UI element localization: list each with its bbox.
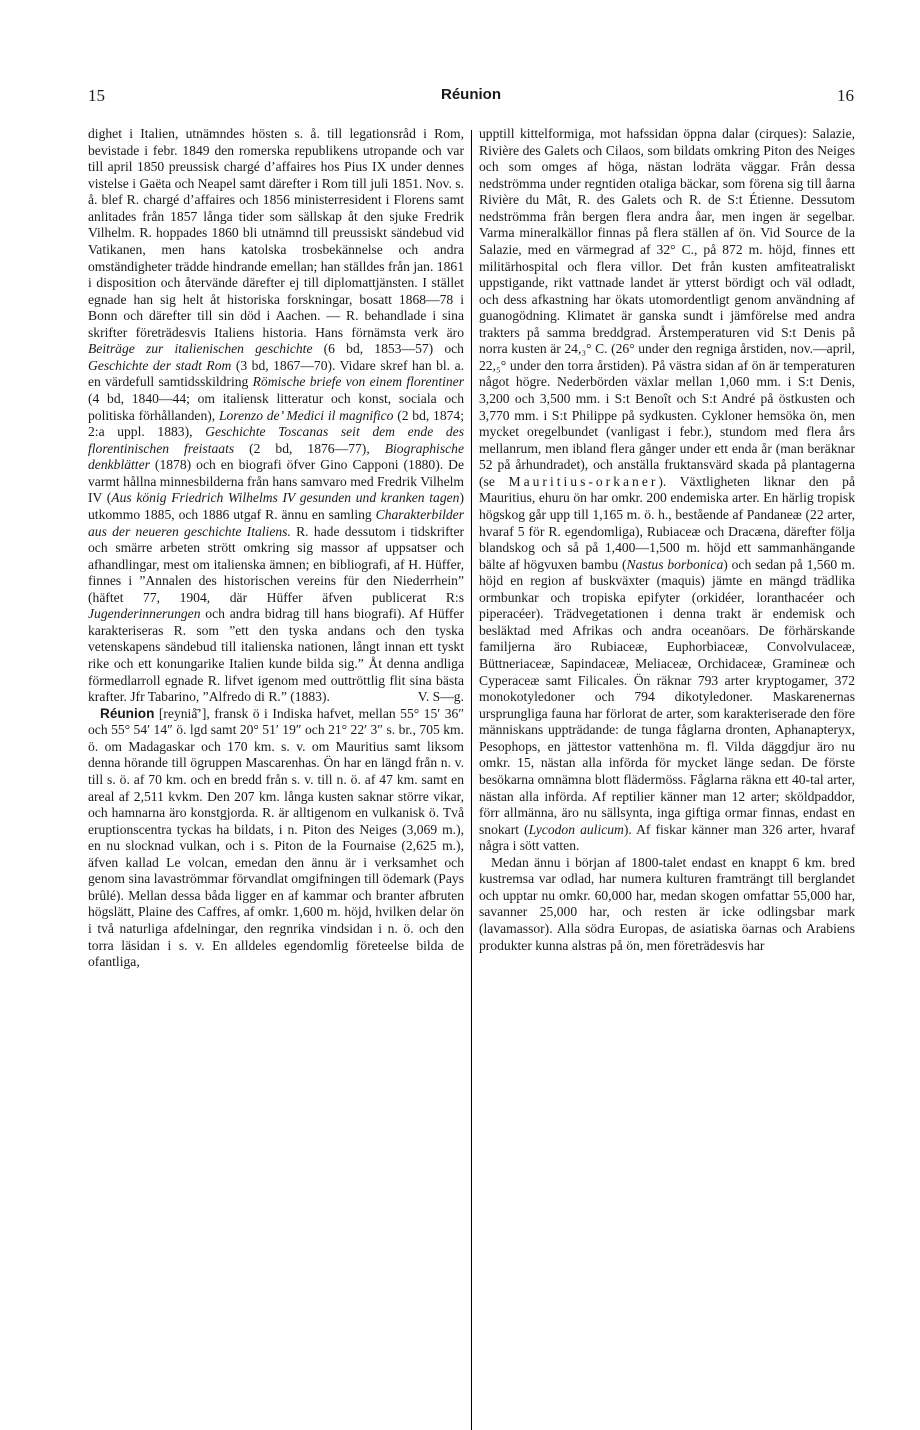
work-title: Biographische denkblätter <box>88 440 464 473</box>
text-run: (4 bd, 1840—44; om italiensk litteratur och konst, sociala och politiska förhållanden), <box>88 391 464 423</box>
running-title: Réunion <box>441 86 501 103</box>
page-number-right: 16 <box>837 86 854 105</box>
work-title: Aus könig Friedrich Wilhelms IV gesunden und kranken tagen <box>111 490 460 506</box>
text-run: ) och sedan på 1,560 m. höjd en region af buskväxter (maquis) jämte en mängd trädlika ormbunkar och tropiska epifyter (orkidéer, loranthacéer och piperacéer). Trädvegetationen i denna trakt är endemisk och besläktad med Afrikas och andra oceanöars. De förhärskande familjerna äro Rubiaceæ, Euphorbiaceæ, Convolvulaceæ, Büttneriaceæ, Sapindaceæ, Meliaceæ, Orchidaceæ, Gramineæ och Cyperaceæ samt Filicales. Ön räknar 793 arter kryptogamer, 372 monokotyledoner och 794 dikotyledoner. Maskarenernas ursprungliga fauna har förlorat de arter, som karakteriserade den före människans uppträdande: de tunga fåglarna dronten, Aphanapteryx, Pesophops, en jättestor vattenhöna m. fl. Vilda däggdjur äro nu omkr. 15, nästan alla införda för mycket länge sedan. De förste besökarna omnämna blott flädermöss. Fåglarna räkna ett 40-tal arter, nästan alla införda. Af reptilier känner man 12 arter; sköldpaddor, förr allmänna, äro nu sällsynta, inga giftiga ormar finnas, endast en snokart ( <box>479 556 855 837</box>
paragraph <box>479 855 855 954</box>
work-title: Römische briefe von einem florentiner <box>252 374 464 390</box>
reunion-entry-continuation <box>479 126 855 855</box>
author-signature: V. S—g. <box>417 689 464 705</box>
work-title: Beiträge zur italienischen geschichte <box>88 341 313 357</box>
entry-headword: Réunion <box>100 705 155 721</box>
work-title: Lorenzo de’ Medici il magnifico <box>218 407 394 423</box>
text-run: Medan ännu i början af 1800-talet endast en knappt 6 km. bred kustremsa var odlad, har numera kulturen framträngt till berglandet och upptar nu omkr. 60,000 har, medan skogen omfattar 55,000 har, savanner 25,000 har, och resten är icke odlingsbar mark (lavamassor). Alla södra Europas, de asiatiska öarnas och Arabiens produkter kunna alstras på ön, men företrädesvis har <box>479 854 855 953</box>
text-run: (2 bd, 1876—77), <box>234 440 385 456</box>
species-name: Nastus borbonica <box>626 556 724 572</box>
page-header <box>88 86 854 108</box>
work-title: Charakterbilder aus der neueren geschichte Italiens. <box>88 506 464 539</box>
work-title: Geschichte Toscanas seit dem ende des florentinischen freistaats <box>88 424 464 456</box>
right-column <box>479 126 855 954</box>
text-run: R. hade dessutom i tidskrifter och smärre arbeten strött omkring sig massor af uppsatser och afhandlingar, mest om italienska ämnen; en bibliografi, af H. Hüffer, finnes i ”Annalen des historischen vereins für den Niederrhein” (häftet 77, 1904, där Hüffer äfven publicerat R:s <box>88 523 465 605</box>
page-number-left: 15 <box>88 86 105 105</box>
text-run: ) utkommo 1885, och 1886 utgaf R. ännu en samling <box>88 490 464 522</box>
species-name: Lycodon aulicum <box>528 821 624 837</box>
article-continuation <box>88 126 464 706</box>
text-run: ). Växtligheten liknar den på Mauritius, ehuru ön har omkr. 200 endemiska arter. En härlig tropisk högskog går upp till 1,165 m. ö. h., bestående af Pandaneæ (22 arter, hvaraf 5 för R. egendomliga), Rubiaceæ och Dracæna, därefter följa blandskog och så på 1,400—1,500 m. höjd ett sammanhängande bälte af högvuxen bambu ( <box>479 473 856 572</box>
text-run: och andra bidrag till hans biografi). Af Hüffer karakteriseras R. som ”ett den tyska andans och den tyska vetenskapens sändebud till italienska nationen, långt innan ett tyskt rike och ett konungarike Italien kunde bilda sig.” Åt denna andliga förmedlarroll egnade R. lifvet igenom med outtröttlig flit sina bästa krafter. Jfr Tabarino, ”Alfredo di R.” (1883). <box>88 606 464 705</box>
text-run: (2 bd, 1874; 2:a uppl. 1883), <box>88 407 464 440</box>
text-run: (6 bd, 1853—57) och <box>312 341 464 357</box>
work-title: Jugenderinnerungen <box>88 606 201 622</box>
text-run: (3 bd, 1867—70). Vidare skref han bl. a. en värdefull samtidsskildring <box>88 357 465 390</box>
cross-reference: Mauritius-orkaner <box>508 473 659 489</box>
text-run: ). Af fiskar känner man 326 arter, hvaraf några i sött vatten. <box>479 821 855 854</box>
reunion-entry <box>88 706 464 971</box>
text-run: upptill kittelformiga, mot hafssidan öppna dalar (cirques): Salazie, Rivière des Galets och Cilaos, som bildats omkring Piton des Neiges och som omges af höga, nästan lodräta väggar. Från dessa nedströmma under regntiden otaliga bäckar, som förena sig till åarna Rivière du Mât, R. des Galets och R. de S:t Étienne. Dessutom nedströmma från bergen flera andra åar, men ingen är segelbar. Varma mineralkällor finnas på flera ställen af ön. Vid Source de la Salazie, med en värmegrad af 32° C., på 872 m. höjd, finnes ett militärhospital och flera villor. Det från kusten amfiteatraliskt uppstigande, rikt vattnade landet är ytterst bördigt och väl odladt, och dess afkastning har ökats utomordentligt genom användning af guanogödning. Klimatet är ganska sundt i jämförelse med andra trakters på samma breddgrad. Årstemperaturen vid S:t Denis på norra kusten är 24,₃° C. (26° under den regniga årstiden, nov.—april, 22,₅° under den torra årstiden). På västra sidan af ön är temperaturen något högre. Nederbörden växlar mellan 1,060 mm. i S:t Denis, 3,200 och 3,500 mm. i S:t Benoît och S:t André på östkusten och 3,770 mm. i S:t Philippe på sydkusten. Cykloner hemsöka ön, men mycket oregelbundet (vanligast i febr.), stundom med flera års mellanrum, men ibland flera gånger under ett enda år (man beräknar 52 på århundradet), och anställa fruktansvärd skada på plantagerna (se <box>479 126 855 489</box>
text-run: [reyniå̄’], fransk ö i Indiska hafvet, mellan 55° 15′ 36″ och 55° 54′ 14″ ö. lgd samt 20° 51′ 19″ och 21° 22′ 3″ s. br., 705 km. ö. om Madagaskar och 170 km. s. v. om Mauritius samt liksom denna hörande till ögruppen Mascarenhas. Ön har en längd från n. v. till s. ö. af 70 km. och en bredd från s. v. till n. ö. af 47 km. samt en areal af 2,511 kvkm. Den 207 km. långa kusten saknar större vikar, och hamnarna äro konstgjorda. R. är alltigenom en vulkanisk ö. Två eruptionscentra tyckas ha bildats, i n. Piton des Neiges (3,069 m.), en nu slocknad vulkan, och i s. Piton de la Fournaise (2,625 m.), äfven kallad Le volcan, emedan den ännu är i verksamhet och genom sina lavaströmmar förvandlat omgifningen till ödemark (Pays brûlé). Mellan dessa båda ligger en af kammar och branter afbruten högslätt, Plaine des Caffres, af omkr. 1,600 m. höjd, hvilken delar ön i två naturliga afdelningar, den regnrika vindsidan i n. ö. och den torra läsidan i s. v. En alldeles egendomlig företeelse bilda de ofantliga, <box>88 705 464 970</box>
work-title: Geschichte der stadt Rom <box>88 357 232 373</box>
column-divider <box>471 130 472 1430</box>
text-run: (1878) och en biografi öfver Gino Capponi (1880). De varmt hållna minnesbilderna från hans samvaro med Fredrik Vilhelm IV ( <box>88 457 464 506</box>
text-run: dighet i Italien, utnämndes hösten s. å. till legationsråd i Rom, bevistade i febr. 1849 den romerska republikens utropande och var till april 1850 preussisk chargé d’affaires hos Pius IX under dennes vistelse i Gaëta och Neapel samt därefter i Rom till juli 1851. Nov. s. å. blef R. chargé d’affaires och 1856 ministerresident i Florens samt anlitades från 1857 långa tider som sällskap åt den sjuke Fredrik Vilhelm. R. hoppades 1860 bli utnämnd till preussiskt sändebud vid Vatikanen, men hans katolska trosbekännelse och andra omständigheter trädde hindrande emellan; han ställdes från jan. 1861 i disposition och återvände därefter ej till diplomattjänsten. I stället egnade han sig helt åt historiska forskningar, bosatt 1868—78 i Bonn och därefter till sin död i Aachen. — R. behandlade i sina skrifter företrädesvis Italiens historia. Hans förnämsta verk äro <box>88 126 464 340</box>
left-column <box>88 126 464 971</box>
